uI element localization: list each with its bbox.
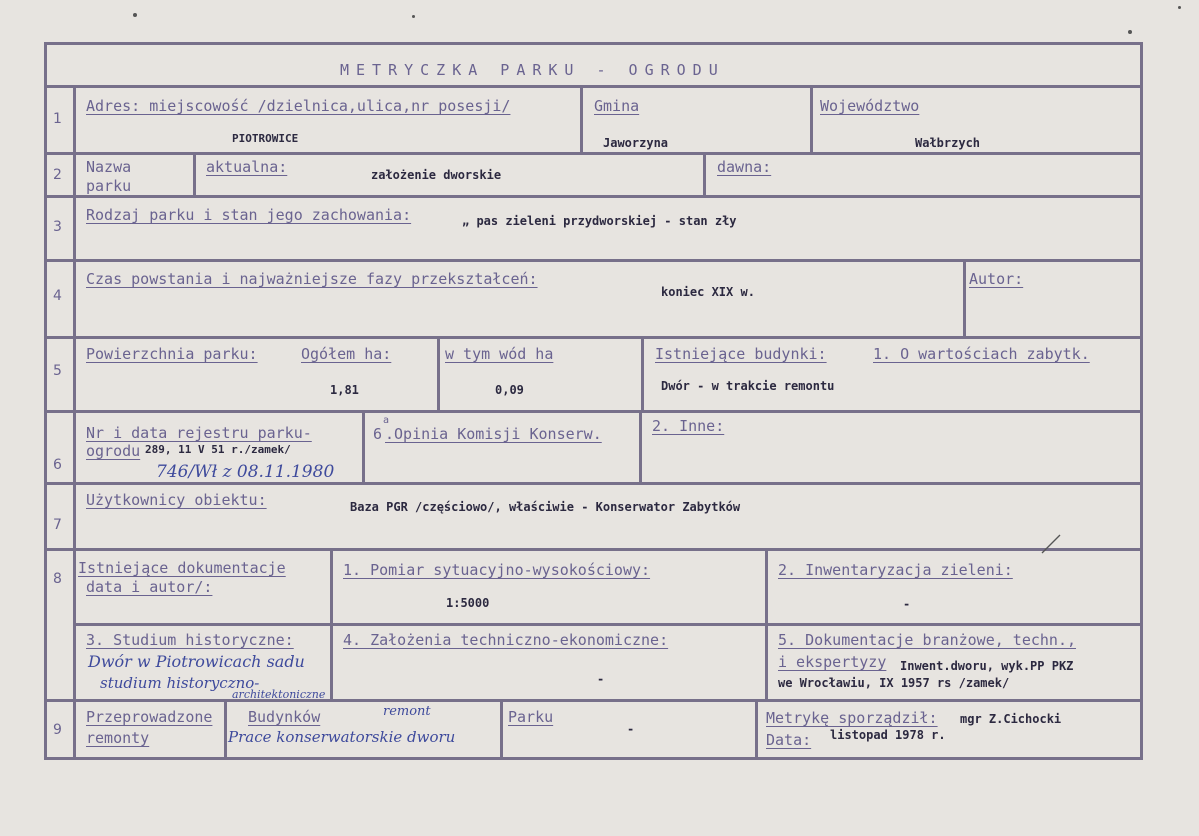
row-number: 8 (53, 571, 62, 587)
park-renovation-value: - (627, 722, 635, 736)
address-label: Adres: miejscowość /dzielnica,ulica,nr posesji/ (86, 97, 511, 115)
area-label: Powierzchnia parku: (86, 345, 258, 363)
buildings-heritage-label: 1. O wartościach zabytk. (873, 345, 1090, 363)
speck (1128, 30, 1132, 34)
divider (44, 548, 1143, 551)
divider (765, 548, 768, 700)
buildings-renovation-handwritten-line2: Prace konserwatorskie dworu (228, 728, 456, 746)
card-title: METRYCZKA PARKU - OGRODU (340, 61, 725, 79)
divider (755, 699, 758, 760)
historical-study-handwritten-line2: studium historyczno- (100, 674, 260, 692)
water-area-value: 0,09 (495, 383, 524, 397)
divider (224, 699, 227, 760)
former-name-label: dawna: (717, 158, 772, 176)
divider (500, 699, 503, 760)
buildings-renovation-label: Budynków (248, 708, 321, 726)
historical-study-label: 3. Studium historyczne: (86, 631, 294, 649)
divider (73, 85, 76, 760)
survey-value: 1:5000 (446, 596, 490, 610)
divider (44, 336, 1143, 339)
total-area-label: Ogółem ha: (301, 345, 392, 363)
water-area-label: w tym wód ha (445, 345, 554, 363)
current-name-label: aktualna: (206, 158, 288, 176)
divider (639, 410, 642, 483)
register-label-line2: ogrodu (86, 442, 141, 460)
register-value: 289, 11 V 51 r./zamek/ (145, 443, 291, 456)
speck (133, 13, 137, 17)
park-name-label-line1: Nazwa (86, 158, 132, 176)
users-value: Baza PGR /częściowo/, właściwie - Konserwator Zabytków (350, 500, 741, 514)
date-label: Data: (766, 731, 812, 749)
historical-study-handwritten-line3: architektoniczne (232, 688, 326, 701)
park-name-label-line2: parku (86, 177, 132, 195)
row-number: 9 (53, 722, 62, 738)
technical-economic-value: - (597, 672, 605, 686)
other-label: 2. Inne: (652, 417, 725, 435)
total-area-value: 1,81 (330, 383, 359, 397)
divider (703, 152, 706, 196)
branch-docs-value-line1: Inwent.dworu, wyk.PP PKZ (900, 659, 1074, 673)
divider (810, 85, 813, 153)
historical-study-handwritten-line1: Dwór w Piotrowicach sadu (88, 652, 305, 671)
row-number: 1 (53, 111, 62, 127)
divider (437, 336, 440, 411)
author-label: Autor: (969, 270, 1024, 288)
divider (580, 85, 583, 153)
pencil-mark (1040, 533, 1062, 555)
buildings-heritage-value: Dwór - w trakcie remontu (661, 379, 835, 393)
divider (44, 410, 1143, 413)
buildings-renovation-handwritten-line1: remont (383, 704, 431, 719)
opinion-label: .Opinia Komisji Konserw. (385, 425, 602, 443)
divider (641, 336, 644, 411)
branch-docs-label-line1: 5. Dokumentacje branżowe, techn., (778, 631, 1077, 649)
opinion-superscript: a (383, 415, 390, 426)
users-label: Użytkownicy obiektu: (86, 491, 267, 509)
row-number: 3 (53, 219, 62, 235)
park-type-label: Rodzaj parku i stan jego zachowania: (86, 206, 412, 224)
creation-time-value: koniec XIX w. (661, 285, 755, 299)
greenery-inventory-value: - (903, 597, 911, 611)
gmina-value: Jaworzyna (603, 136, 669, 150)
row-number: 6 (53, 457, 62, 473)
buildings-label: Istniejące budynki: (655, 345, 827, 363)
divider (44, 259, 1143, 262)
greenery-inventory-label: 2. Inwentaryzacja zieleni: (778, 561, 1013, 579)
address-value: PIOTROWICE (232, 132, 299, 145)
wojewodztwo-value: Wałbrzych (915, 136, 981, 150)
register-handwritten: 746/Wł z 08.11.1980 (156, 462, 335, 482)
documentation-label-line2: data i autor/: (86, 578, 213, 596)
register-label-line1: Nr i data rejestru parku- (86, 424, 312, 442)
divider (362, 410, 365, 483)
row-number: 5 (53, 363, 62, 379)
row-number: 2 (53, 167, 62, 183)
renovations-label-line1: Przeprowadzone (86, 708, 213, 726)
divider (74, 623, 1143, 626)
divider (330, 548, 333, 700)
divider (963, 259, 966, 337)
park-type-value: „ pas zieleni przydworskiej - stan zły (462, 214, 737, 228)
row-number: 4 (53, 288, 62, 304)
wojewodztwo-label: Województwo (820, 97, 920, 115)
divider (44, 85, 1143, 88)
speck (1178, 6, 1181, 9)
prepared-by-value: mgr Z.Cichocki (960, 712, 1062, 726)
branch-docs-value-line2: we Wrocławiu, IX 1957 rs /zamek/ (778, 676, 1010, 690)
speck (412, 15, 415, 18)
documentation-label-line1: Istniejące dokumentacje (78, 559, 286, 577)
opinion-number: 6 (373, 425, 383, 443)
survey-label: 1. Pomiar sytuacyjno-wysokościowy: (343, 561, 651, 579)
renovations-label-line2: remonty (86, 729, 150, 747)
divider (44, 152, 1143, 155)
park-renovation-label: Parku (508, 708, 554, 726)
date-value: listopad 1978 r. (830, 728, 946, 742)
divider (44, 699, 1143, 702)
divider (193, 152, 196, 196)
current-name-value: założenie dworskie (371, 168, 502, 182)
branch-docs-label-line2: i ekspertyzy (778, 653, 887, 671)
divider (44, 195, 1143, 198)
prepared-by-label: Metrykę sporządził: (766, 709, 938, 727)
gmina-label: Gmina (594, 97, 640, 115)
creation-time-label: Czas powstania i najważniejsze fazy przekształceń: (86, 270, 538, 288)
technical-economic-label: 4. Założenia techniczno-ekonomiczne: (343, 631, 669, 649)
divider (44, 482, 1143, 485)
row-number: 7 (53, 517, 62, 533)
